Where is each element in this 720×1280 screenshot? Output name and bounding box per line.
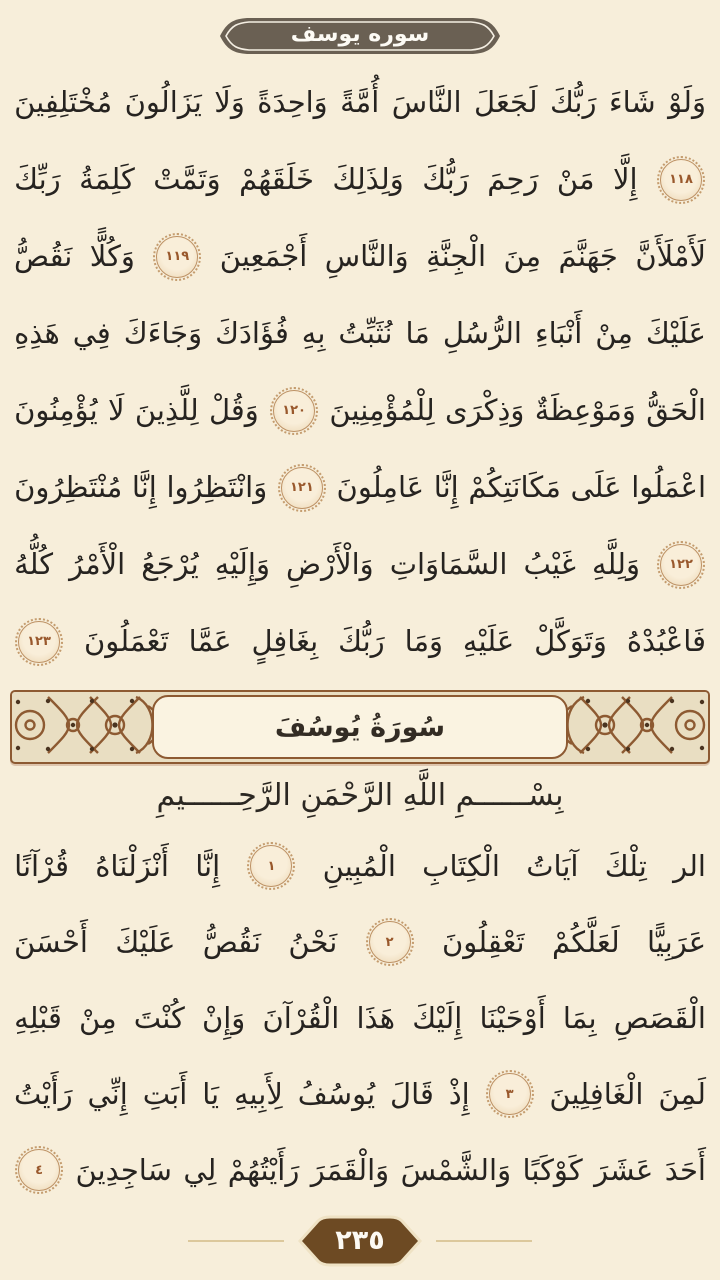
ayah-number-marker: ٤ [18, 1149, 60, 1191]
quran-word: نَقُصُّ [14, 239, 73, 273]
quran-word: مَنْ [556, 162, 595, 196]
quran-word: نَحْنُ [288, 924, 338, 959]
quran-line [14, 980, 706, 1056]
quran-word: عَلَى [570, 470, 622, 504]
quran-word: رَبِّكَ [14, 162, 61, 196]
quran-word: فُؤَادَكَ [215, 316, 289, 350]
quran-word: وَانْتَظِرُوا [166, 470, 268, 504]
quran-word: أَنْبَاءِ [534, 316, 583, 350]
page-number-row [0, 1212, 720, 1270]
quran-word: أَنْزَلْنَاهُ [95, 848, 169, 883]
page-number-badge[interactable] [294, 1214, 426, 1268]
quran-word: السَّمَاوَاتِ [389, 547, 508, 581]
quran-word: الْقُرْآنَ [262, 1000, 340, 1035]
quran-word: الرُّسُلِ [442, 316, 522, 350]
quran-word: إِنَّا [195, 848, 221, 883]
quran-word: وَقُلْ [208, 393, 259, 427]
quran-word: وَلِذَلِكَ [332, 162, 404, 196]
quran-word: وَاحِدَةً [257, 85, 328, 119]
quran-word: الْكِتَابِ [422, 848, 500, 883]
quran-word: مَا [405, 316, 430, 350]
quran-word: أَبَتِ [142, 1076, 188, 1111]
quran-word: النَّاسَ [391, 85, 462, 119]
quran-word: عَامِلُونَ [336, 470, 425, 504]
quran-word: كَلِمَةُ [79, 162, 135, 196]
quran-word: وَالْقَمَرَ [310, 1152, 390, 1187]
quran-word: الْمُبِينِ [322, 848, 396, 883]
quran-word: رَبُّكَ [338, 624, 385, 658]
bismillah-line: بِسْــــــمِ اللَّهِ الرَّحْمَنِ الرَّحِــــــيمِ [156, 777, 564, 813]
quran-word: الر [673, 848, 706, 883]
quran-word: مَكَانَتِكُمْ [468, 470, 561, 504]
quran-word: تِلْكَ [604, 848, 647, 883]
quran-word: يُوسُفُ [297, 1076, 376, 1111]
quran-line [14, 64, 706, 141]
page-number-label: ٢٣٥ [335, 1224, 385, 1256]
quran-word: عَلَيْكَ [115, 924, 176, 959]
quran-word: فِي [72, 316, 111, 350]
quran-word: بِغَافِلٍ [251, 624, 319, 658]
quran-line [14, 904, 706, 980]
quran-word: أَحَدَ [664, 1152, 706, 1187]
quran-word: الْحَقُّ [646, 393, 706, 427]
header-bar [0, 10, 720, 62]
quran-word: مُخْتَلِفِينَ [14, 85, 113, 119]
quran-word: لِلْمُؤْمِنِينَ [329, 393, 435, 427]
ayah-number-marker: ١٢٠ [273, 390, 315, 432]
quran-word: الْغَافِلِينَ [549, 1076, 644, 1111]
quran-word: خَلَقَهُمْ [239, 162, 314, 196]
quran-word: إِلَيْكَ [412, 1000, 463, 1035]
quran-word: لِأَبِيهِ [233, 1076, 283, 1111]
quran-word: وَإِلَيْهِ [214, 547, 270, 581]
quran-word: تَعْمَلُونَ [83, 624, 169, 658]
quran-word: لِلَّذِينَ [134, 393, 199, 427]
quran-word: سَاجِدِينَ [75, 1152, 172, 1187]
quran-word: رَأَيْتُ [14, 1076, 73, 1111]
quran-line [14, 828, 706, 904]
quran-word: وَذِكْرَى [444, 393, 525, 427]
quran-word: جَهَنَّمَ [558, 239, 618, 273]
quran-line [14, 603, 706, 680]
quran-line [14, 141, 706, 218]
quran-word: نَقُصُّ [202, 924, 262, 959]
quran-line [14, 295, 706, 372]
quran-word: إِنَّا [433, 470, 459, 504]
quran-word: وَلِلَّهِ [591, 547, 640, 581]
quran-word: وَتَوَكَّلْ [534, 624, 607, 658]
quran-word: أَحْسَنَ [14, 924, 88, 959]
quran-word: يُرْجَعُ [141, 547, 199, 581]
quran-line [14, 526, 706, 603]
surah-frame-panel [152, 695, 568, 759]
quran-word: وَمَوْعِظَةٌ [534, 393, 636, 427]
quran-word: لَعَلَّكُمْ [551, 924, 620, 959]
surah-frame-title: سُورَةُ يُوسُفَ [274, 711, 446, 743]
quran-word: إِذْ [448, 1076, 470, 1111]
quran-word: وَالنَّاسِ [324, 239, 409, 273]
quran-word: أُمَّةً [340, 85, 380, 119]
quran-line [14, 1056, 706, 1132]
quran-word: وَلَا [214, 85, 245, 119]
surah-banner-label: سوره يوسف [290, 22, 430, 47]
quran-line [14, 372, 706, 449]
page-rule-right [436, 1240, 532, 1242]
quran-word: مِنْ [79, 1000, 117, 1035]
quran-word: الْقَصَصِ [613, 1000, 706, 1035]
quran-word: يُؤْمِنُونَ [14, 393, 98, 427]
quran-word: عَلَيْهِ [462, 624, 515, 658]
quran-word: وَتَمَّتْ [153, 162, 221, 196]
quran-word: عَلَيْكَ [645, 316, 706, 350]
quran-line [14, 218, 706, 295]
quran-word: مِنَ [503, 239, 542, 273]
quran-word: رَأَيْتُهُمْ [227, 1152, 300, 1187]
quran-line [14, 1132, 706, 1208]
quran-word: وَجَاءَكَ [123, 316, 203, 350]
ayah-number-marker: ١٢٣ [18, 621, 60, 663]
quran-text-block-top [14, 64, 706, 682]
ayah-number-marker: ٣ [489, 1073, 531, 1115]
quran-word: الْأَمْرُ [69, 547, 126, 581]
quran-word: قَبْلِهِ [14, 1000, 62, 1035]
ayah-number-marker: ١١٨ [660, 159, 702, 201]
quran-word: أَوْحَيْنَا [479, 1000, 546, 1035]
quran-word: وَالْأَرْضِ [286, 547, 374, 581]
quran-word: هَذِهِ [14, 316, 60, 350]
quran-word: رَبُّكَ [549, 85, 597, 119]
quran-word: عَمَّا [188, 624, 232, 658]
ayah-number-marker: ١٢٢ [660, 544, 702, 586]
quran-word: تَعْقِلُونَ [441, 924, 525, 959]
ayah-number-marker: ١ [250, 845, 292, 887]
quran-word: وَكُلًّا [89, 239, 135, 273]
quran-word: الْجِنَّةِ [426, 239, 487, 273]
quran-word: لَأَمْلَأَنَّ [635, 239, 706, 273]
quran-word: فَاعْبُدْهُ [626, 624, 706, 658]
quran-word: إِلَّا [612, 162, 638, 196]
quran-word: لِي [183, 1152, 217, 1187]
quran-word: غَيْبُ [523, 547, 576, 581]
quran-word: عَشَرَ [594, 1152, 654, 1187]
quran-word: كُلُّهُ [14, 547, 54, 581]
quran-text-block-bottom [14, 828, 706, 1210]
quran-word: وَإِنْ [201, 1000, 246, 1035]
quran-word: هَذَا [356, 1000, 396, 1035]
quran-word: إِنَّا [131, 470, 157, 504]
surah-title-banner[interactable] [215, 10, 505, 62]
quran-word: اعْمَلُوا [631, 470, 706, 504]
ayah-number-marker: ٢ [369, 921, 411, 963]
surah-header-frame [10, 690, 710, 764]
quran-word: نُثَبِّتُ [338, 316, 393, 350]
page-rule-left [188, 1240, 284, 1242]
quran-word: بِمَا [562, 1000, 597, 1035]
quran-word: يَا [202, 1076, 220, 1111]
quran-word: رَبُّكَ [422, 162, 469, 196]
quran-word: يَزَالُونَ [124, 85, 202, 119]
quran-word: رَحِمَ [487, 162, 539, 196]
quran-word: وَالشَّمْسَ [400, 1152, 512, 1187]
quran-word: مِنْ [595, 316, 633, 350]
quran-word: بِهِ [301, 316, 326, 350]
quran-word: أَجْمَعِينَ [219, 239, 308, 273]
quran-word: شَاءَ [608, 85, 656, 119]
quran-word: عَرَبِيًّا [647, 924, 706, 959]
quran-line [14, 449, 706, 526]
quran-word: كُنْتَ [133, 1000, 185, 1035]
ayah-number-marker: ١٢١ [281, 467, 323, 509]
quran-word: قُرْآنًا [14, 848, 69, 883]
quran-word: آيَاتُ [526, 848, 579, 883]
quran-word: لَجَعَلَ [474, 85, 538, 119]
frame-ornament-left-icon [12, 692, 170, 762]
quran-word: إِنِّي [87, 1076, 128, 1111]
quran-word: كَوْكَبًا [522, 1152, 583, 1187]
ayah-number-marker: ١١٩ [156, 236, 198, 278]
quran-word: وَمَا [404, 624, 443, 658]
quran-word: مُنْتَظِرُونَ [14, 470, 123, 504]
quran-word: وَلَوْ [668, 85, 706, 119]
quran-word: لَمِنَ [658, 1076, 706, 1111]
quran-word: لَا [108, 393, 125, 427]
quran-word: قَالَ [390, 1076, 434, 1111]
frame-ornament-right-icon [550, 692, 708, 762]
